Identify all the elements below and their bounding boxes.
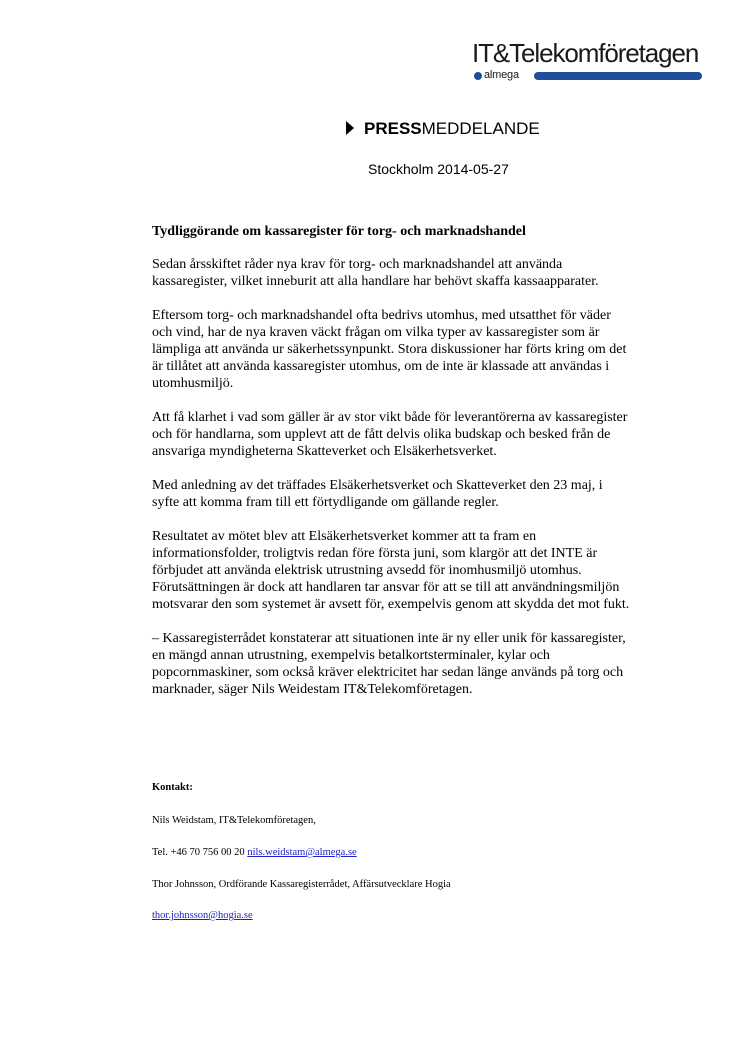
article-headline: Tydliggörande om kassaregister för torg- och marknadshandel: [152, 224, 526, 239]
article-paragraph: Att få klarhet i vad som gäller är av stor vikt både för leverantörerna av kassaregister och för handlarna, som upplevt att de fått delvis olika budskap och besked från de ansvariga myndigheterna Skatteverket och Elsäkerhetsverket.: [152, 410, 628, 459]
contact-person-1: Nils Weidstam, IT&Telekomföretagen,: [152, 815, 316, 826]
article-paragraph: Resultatet av mötet blev att Elsäkerhetsverket kommer att ta fram en informationsfolder, troligtvis redan före första juni, som klargör att det INTE är förbjudet att använda elektrisk utrustning avsedd för inomhusmiljö utomhus. Förutsättningen är dock att handlaren tar ansvar för att se till att användningsmiljön motsvarar den som systemet är avsett för, exempelvis genom att skydda det mot fukt.: [152, 529, 630, 612]
contact-phone: Tel. +46 70 756 00 20: [152, 847, 245, 858]
logo-dot-icon: [474, 72, 482, 80]
logo-bar: [472, 71, 702, 81]
press-heading-bold: PRESS: [364, 119, 422, 138]
article-paragraph: Eftersom torg- och marknadshandel ofta bedrivs utomhus, med utsatthet för väder och vind, har de nya kraven väckt frågan om vilka typer av kassaregister som är lämpliga att använda ur säkerhetssynpunkt. Stora diskussioner har förts kring om det är tillåtet att använda kassaregister utomhus, om de inte är klassade att användas i utomhusmiljö.: [152, 308, 627, 391]
logo-wordmark: IT&Telekomföretagen: [472, 38, 699, 68]
press-release-heading: [346, 118, 540, 140]
article-paragraph: Sedan årsskiftet råder nya krav för torg- och marknadshandel att använda kassaregister, vilket inneburit att alla handlare har behövt skaffa kassaapparater.: [152, 257, 599, 289]
logo-subbrand: almega: [484, 69, 519, 81]
press-heading-rest: MEDDELANDE: [421, 119, 540, 138]
arrow-right-icon: [346, 121, 354, 135]
company-logo: [472, 38, 704, 84]
article-paragraph: – Kassaregisterrådet konstaterar att situationen inte är ny eller unik för kassaregister, en mängd annan utrustning, exempelvis betalkortsterminaler, kylar och popcornmaskiner, som också kräver elektricitet har sedan länge används på torg och marknader, säger Nils Weidestam IT&Telekomföretagen.: [152, 631, 626, 697]
dateline: Stockholm 2014-05-27: [368, 161, 509, 177]
contact-phone-line: [152, 846, 357, 860]
email-link-2[interactable]: thor.johnsson@hogia.se: [152, 910, 253, 921]
contact-email-line: [152, 909, 253, 923]
contact-title: Kontakt:: [152, 782, 193, 793]
email-link-1[interactable]: nils.weidstam@almega.se: [247, 847, 357, 858]
logo-accent-line: [534, 72, 702, 80]
article-paragraph: Med anledning av det träffades Elsäkerhetsverket och Skatteverket den 23 maj, i syfte att komma fram till ett förtydligande om gällande regler.: [152, 478, 603, 510]
contact-person-2: Thor Johnsson, Ordförande Kassaregisterrådet, Affärsutvecklare Hogia: [152, 879, 451, 890]
article-body: [152, 223, 632, 715]
